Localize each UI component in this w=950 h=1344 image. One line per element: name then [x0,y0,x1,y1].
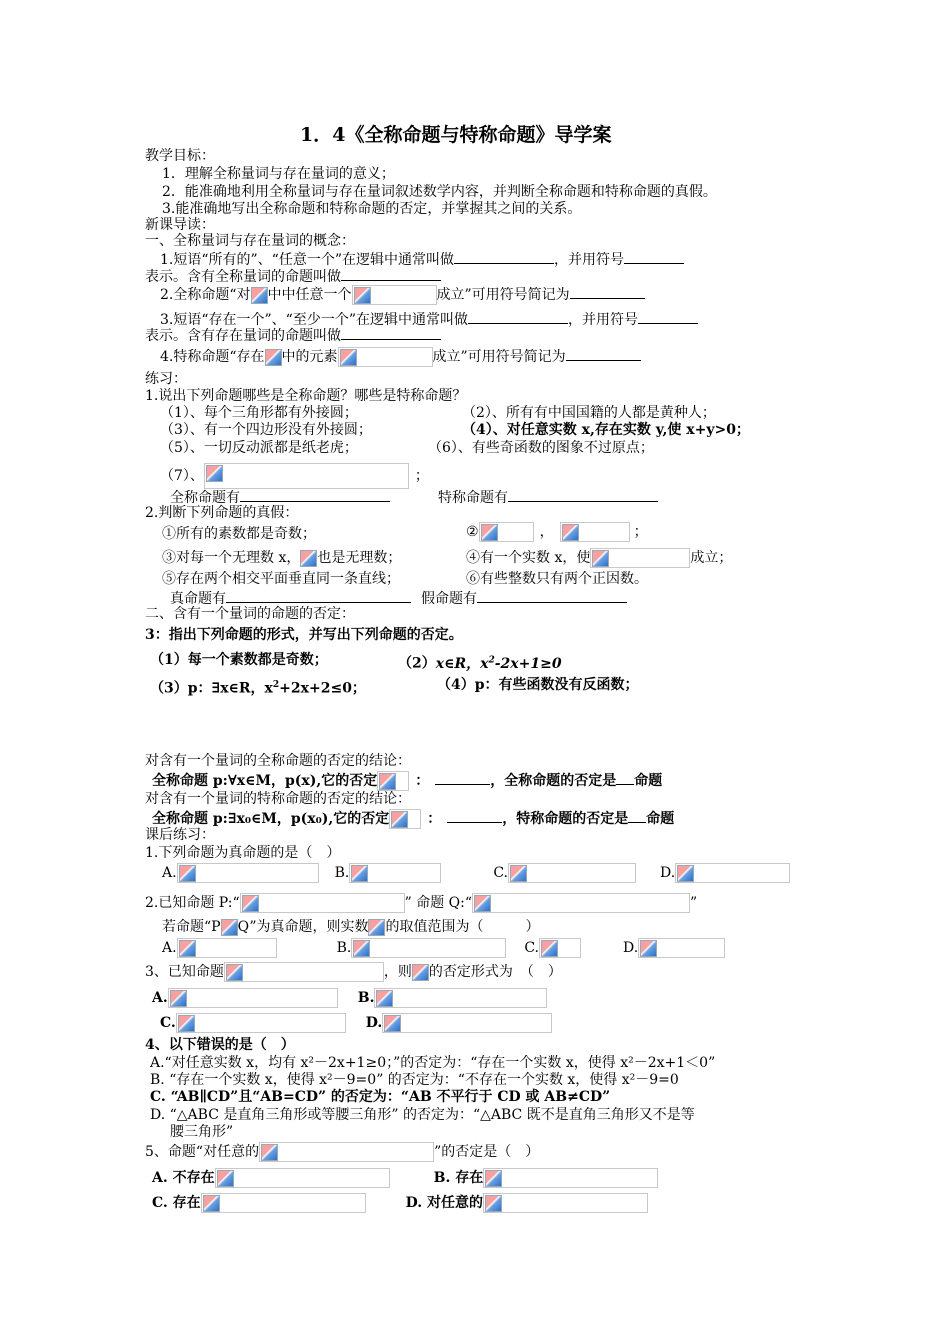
practice-heading: 练习： [145,371,187,387]
conclusion-1-heading: 对含有一个量词的全称命题的否定的结论： [145,753,411,769]
formula-image-icon [340,349,357,366]
goal-1: 1．理解全称量词与存在量词的意义； [162,166,395,182]
option-c-box [176,1013,346,1033]
option-c-box [508,863,636,883]
all-answer: 全称命题有 [170,487,390,507]
formula-image-icon [221,919,238,936]
exercise-4-d-cont: 腰三角形” [170,1124,234,1140]
option-b-box [374,988,547,1008]
exist-answer: 特称命题有 [438,487,658,507]
goals-heading: 教学目标： [145,148,215,164]
guide-heading: 新课导读： [145,217,215,233]
item-3: （3）、有一个四边形没有外接圆； [160,422,372,438]
formula-image-icon [485,1195,502,1212]
option-d-box [483,1193,648,1213]
formula-image-icon [354,287,371,304]
formula-image-box [590,548,690,568]
item-2: （2）、所有有中国国籍的人都是黄种人； [462,405,716,421]
exercise-4: 4、以下错误的是（ ） [145,1037,295,1053]
exercise-4-d: D. “△ABC 是直角三角形或等腰三角形” 的否定为：“△ABC 既不是直角三角形又不是等 [150,1107,695,1123]
blank [341,325,441,340]
formula-image-icon [640,940,657,957]
judge-3: ③对每一个无理数 x， 也是无理数； [162,550,402,566]
blank [447,808,502,823]
exercise-1-options: A. B. C. D. [162,863,790,883]
formula-image-icon [261,1144,278,1161]
goal-3: 3.能准确地写出全称命题和特称命题的否定，并掌握其之间的关系。 [162,201,582,217]
exercise-2: 2.已知命题 P:“ ” 命题 Q:“ ” [145,895,698,911]
exercise-4-a: A.“对任意实数 x，均有 x²－2x+1≥0；”的否定为：“存在一个实数 x，使得 x²－2x+1＜0” [150,1055,716,1071]
option-a-box [177,863,319,883]
formula-image-icon [203,1195,220,1212]
conclusion-2: 全称命题 p:∃x₀∈M，p(x₀),它的否定 ： ，特称命题的否定是 命题 [152,808,674,829]
formula-image-icon [474,895,491,912]
false-answer: 假命题有 [421,588,627,608]
exercise-3-options-cd: C. D. [160,1013,552,1033]
practice-2: 2.判断下列命题的真假： [145,505,299,521]
formula-image-icon [541,940,558,957]
formula-image-box [377,771,409,791]
option-b-box [483,1168,658,1188]
neg-3: （3）p：∃x∈R，$x^2+2x+2\le 0$； [150,680,366,697]
blank [435,770,490,785]
formula-image-box [389,809,421,829]
formula-image-icon [481,524,498,541]
true-answer: 真命题有 [170,588,411,608]
exercise-5-options-cd: C. 存在 D. 对任意的 [152,1193,648,1213]
conclusion-2-heading: 对含有一个量词的特称命题的否定的结论： [145,791,411,807]
conclusion-1: 全称命题 p:∀x∈M，p(x),它的否定 ： ，全称命题的否定是 命题 [152,770,662,791]
formula-image-icon [592,550,609,567]
formula-image-icon [300,550,317,567]
blank [454,249,554,264]
blank [468,309,568,324]
formula-image-icon [226,964,243,981]
blank [624,249,684,264]
exercise-2-options: A. B. C. D. [162,938,725,958]
formula-image-icon [179,865,196,882]
formula-image-box [259,1142,434,1162]
judge-2: ② ， ； [466,524,648,540]
formula-image-icon [376,990,393,1007]
option-a-box [215,1168,390,1188]
exercise-5: 5、命题“对任意的 ”的否定是（ ） [145,1144,540,1160]
blank [226,588,411,603]
item-4: （4）、对任意实数 x,存在实数 y,使 x+y>0； [462,422,750,438]
option-a-box [168,988,338,1008]
neg-2: （2）x∈R，$x^2-2x+1\ge 0$ [398,655,562,672]
exercise-4-b: B. “存在一个实数 x，使得 x²－9=0” 的否定为：“不存在一个实数 x，使得 x²－9=0 [150,1072,679,1088]
question-3: 3.短语“存在一个”、“至少一个”在逻辑中通常叫做 ，并用符号 [160,309,698,329]
page-title: 1．4《全称命题与特称命题》导学案 [300,124,612,146]
question-3-cont: 表示。含有存在量词的命题叫做 [145,325,441,345]
question-4: 4.特称命题“存在 中的元素 成立”可用符号简记为 [160,346,641,367]
item-6: （6）、有些奇函数的图象不过原点； [428,440,654,456]
item-1: （1）、每个三角形都有外接圆； [160,405,358,421]
blank [570,284,645,299]
item-7: （7）、 ； [160,463,429,489]
formula-image-icon [485,1170,502,1187]
formula-image-icon [242,895,259,912]
blank [508,487,658,502]
formula-image-icon [677,865,694,882]
judge-6: ⑥有些整数只有两个正因数。 [466,571,648,587]
option-d-box [675,863,790,883]
formula-image-icon [391,811,408,828]
option-c-box [201,1193,366,1213]
formula-image-icon [368,919,385,936]
question-2: 2.全称命题“对 中中任意一个 成立”可用符号简记为 [160,284,645,305]
blank [628,808,646,823]
blank [341,266,441,281]
blank [638,309,698,324]
formula-image-box [560,522,630,542]
item-5: （5）、一切反动派都是纸老虎； [160,440,358,456]
blank [616,770,634,785]
formula-image-icon [217,1170,234,1187]
formula-image-icon [379,773,396,790]
formula-image-icon [384,1015,401,1032]
judge-5: ⑤存在两个相交平面垂直同一条直线； [162,571,400,587]
exercise-2-cont: 若命题“P Q”为真命题，则实数 的取值范围为（ ） [162,919,540,935]
formula-image-box [472,893,690,913]
question-1-cont: 表示。含有全称量词的命题叫做 [145,266,441,286]
exercise-3: 3、已知命题 ，则 的否定形式为 （ ） [145,964,562,980]
formula-image-icon [178,1015,195,1032]
formula-image-box [224,962,384,982]
formula-image-icon [353,940,370,957]
option-a-box [177,938,277,958]
exercise-4-c: C. “AB∥CD”且“AB=CD” 的否定为：“AB 不平行于 CD 或 AB≠CD” [150,1089,611,1105]
exercise-3-options-ab: A. B. [152,988,547,1008]
formula-image-box [352,285,437,305]
judge-1: ①所有的素数都是奇数； [162,526,316,542]
formula-image-icon [265,349,282,366]
blank [240,487,390,502]
section-1-heading: 一、全称量词与存在量词的概念： [145,233,355,249]
formula-image-icon [251,287,268,304]
formula-image-icon [351,865,368,882]
practice-3: 3：指出下列命题的形式，并写出下列命题的否定。 [145,627,463,643]
exercise-5-options-ab: A. 不存在 B. 存在 [152,1168,658,1188]
option-d-box [638,938,725,958]
formula-image-box [204,463,409,489]
formula-image-box [240,893,405,913]
practice-1: 1.说出下列命题哪些是全称命题？哪些是特称命题？ [145,388,467,404]
goal-2: 2．能准确地利用全称量词与存在量词叙述数学内容，并判断全称命题和特称命题的真假。 [162,184,717,200]
option-b-box [351,938,506,958]
neg-1: （1）每一个素数都是奇数； [150,652,328,668]
after-heading: 课后练习： [145,827,215,843]
formula-image-icon [206,465,223,482]
option-d-box [382,1013,552,1033]
neg-4: （4）p：有些函数没有反函数； [437,677,639,693]
option-c-box [539,938,581,958]
formula-image-box [479,522,534,542]
formula-image-icon [510,865,527,882]
judge-4: ④有一个实数 x，使 成立； [466,550,733,566]
formula-image-icon [412,964,429,981]
blank [477,588,627,603]
section-2-heading: 二、含有一个量词的命题的否定： [145,606,355,622]
blank [566,346,641,361]
formula-image-box [338,347,433,367]
formula-image-icon [562,524,579,541]
option-b-box [349,863,441,883]
question-1: 1.短语“所有的”、“任意一个”在逻辑中通常叫做 ，并用符号 [160,249,684,269]
formula-image-icon [179,940,196,957]
formula-image-icon [170,990,187,1007]
exercise-1: 1.下列命题为真命题的是（ ） [145,845,341,861]
